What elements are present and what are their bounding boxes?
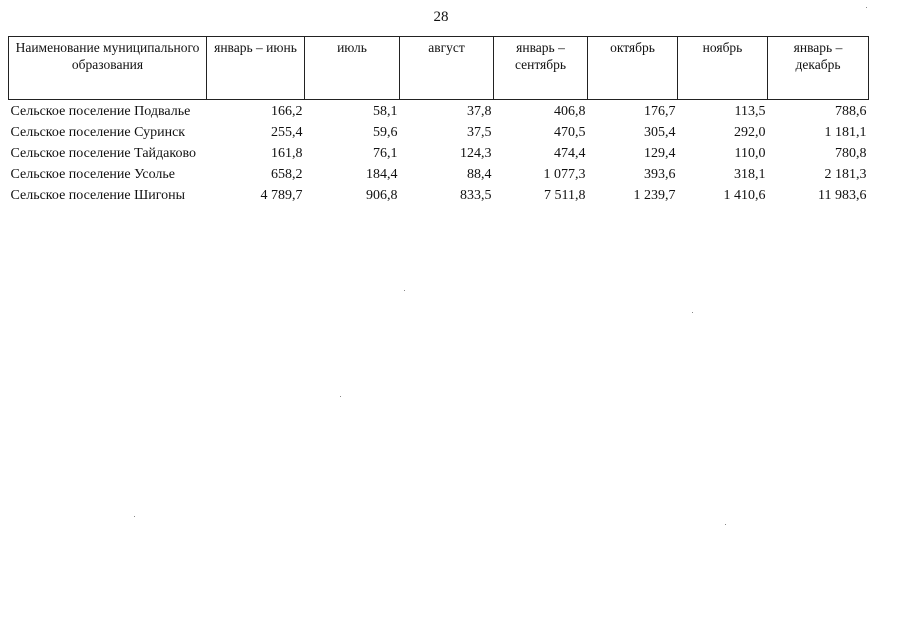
cell-value: 470,5 <box>554 125 586 140</box>
scan-speck <box>404 290 405 291</box>
cell-value: 318,1 <box>734 167 766 182</box>
header-jan-jun: январь – июнь <box>207 37 305 100</box>
cell-value: 788,6 <box>835 104 867 119</box>
header-jan-sep: январь – сентябрь <box>494 37 588 100</box>
row-name: Сельское поселение Усолье <box>10 167 175 182</box>
cell-value: 292,0 <box>734 125 766 140</box>
cell-value: 37,8 <box>467 104 492 119</box>
cell-value: 2 181,3 <box>824 167 867 182</box>
cell-value: 1 239,7 <box>633 188 676 203</box>
row-name: Сельское поселение Суринск <box>10 125 186 140</box>
cell-value: 176,7 <box>644 104 676 119</box>
cell-value: 1 077,3 <box>543 167 586 182</box>
table-row <box>9 185 869 206</box>
cell-value: 88,4 <box>467 167 492 182</box>
table-header-row <box>9 37 869 100</box>
table-row <box>9 100 869 123</box>
scan-speck <box>134 516 135 517</box>
cell-value: 58,1 <box>373 104 398 119</box>
cell-value: 305,4 <box>644 125 676 140</box>
cell-value: 1 410,6 <box>723 188 766 203</box>
cell-value: 474,4 <box>554 146 586 161</box>
statistics-table <box>8 36 869 206</box>
cell-value: 113,5 <box>734 104 766 119</box>
header-jan-dec: январь – декабрь <box>768 37 869 100</box>
cell-value: 658,2 <box>271 167 303 182</box>
cell-value: 393,6 <box>644 167 676 182</box>
cell-value: 37,5 <box>467 125 492 140</box>
header-november: ноябрь <box>678 37 768 100</box>
row-name: Сельское поселение Тайдаково <box>10 146 196 161</box>
scan-speck <box>725 524 726 525</box>
cell-value: 255,4 <box>271 125 303 140</box>
cell-value: 406,8 <box>554 104 586 119</box>
cell-value: 11 983,6 <box>818 188 867 203</box>
page-number: 28 <box>433 9 449 25</box>
cell-value: 129,4 <box>644 146 676 161</box>
cell-value: 166,2 <box>271 104 303 119</box>
header-municipality: Наименование муниципального образования <box>9 37 207 100</box>
cell-value: 906,8 <box>366 188 398 203</box>
header-october: октябрь <box>588 37 678 100</box>
table-row <box>9 143 869 164</box>
cell-value: 76,1 <box>373 146 398 161</box>
scan-speck <box>340 396 341 397</box>
row-name: Сельское поселение Подвалье <box>10 104 191 119</box>
cell-value: 124,3 <box>460 146 492 161</box>
scan-speck <box>692 312 693 313</box>
cell-value: 4 789,7 <box>260 188 303 203</box>
cell-value: 780,8 <box>835 146 867 161</box>
scan-speck <box>866 7 867 8</box>
header-august: август <box>400 37 494 100</box>
cell-value: 161,8 <box>271 146 303 161</box>
cell-value: 1 181,1 <box>824 125 867 140</box>
cell-value: 7 511,8 <box>544 188 586 203</box>
header-july: июль <box>305 37 400 100</box>
cell-value: 184,4 <box>366 167 398 182</box>
cell-value: 59,6 <box>373 125 398 140</box>
row-name: Сельское поселение Шигоны <box>10 188 186 203</box>
table-row <box>9 164 869 185</box>
cell-value: 110,0 <box>734 146 766 161</box>
cell-value: 833,5 <box>460 188 492 203</box>
table-row <box>9 122 869 143</box>
